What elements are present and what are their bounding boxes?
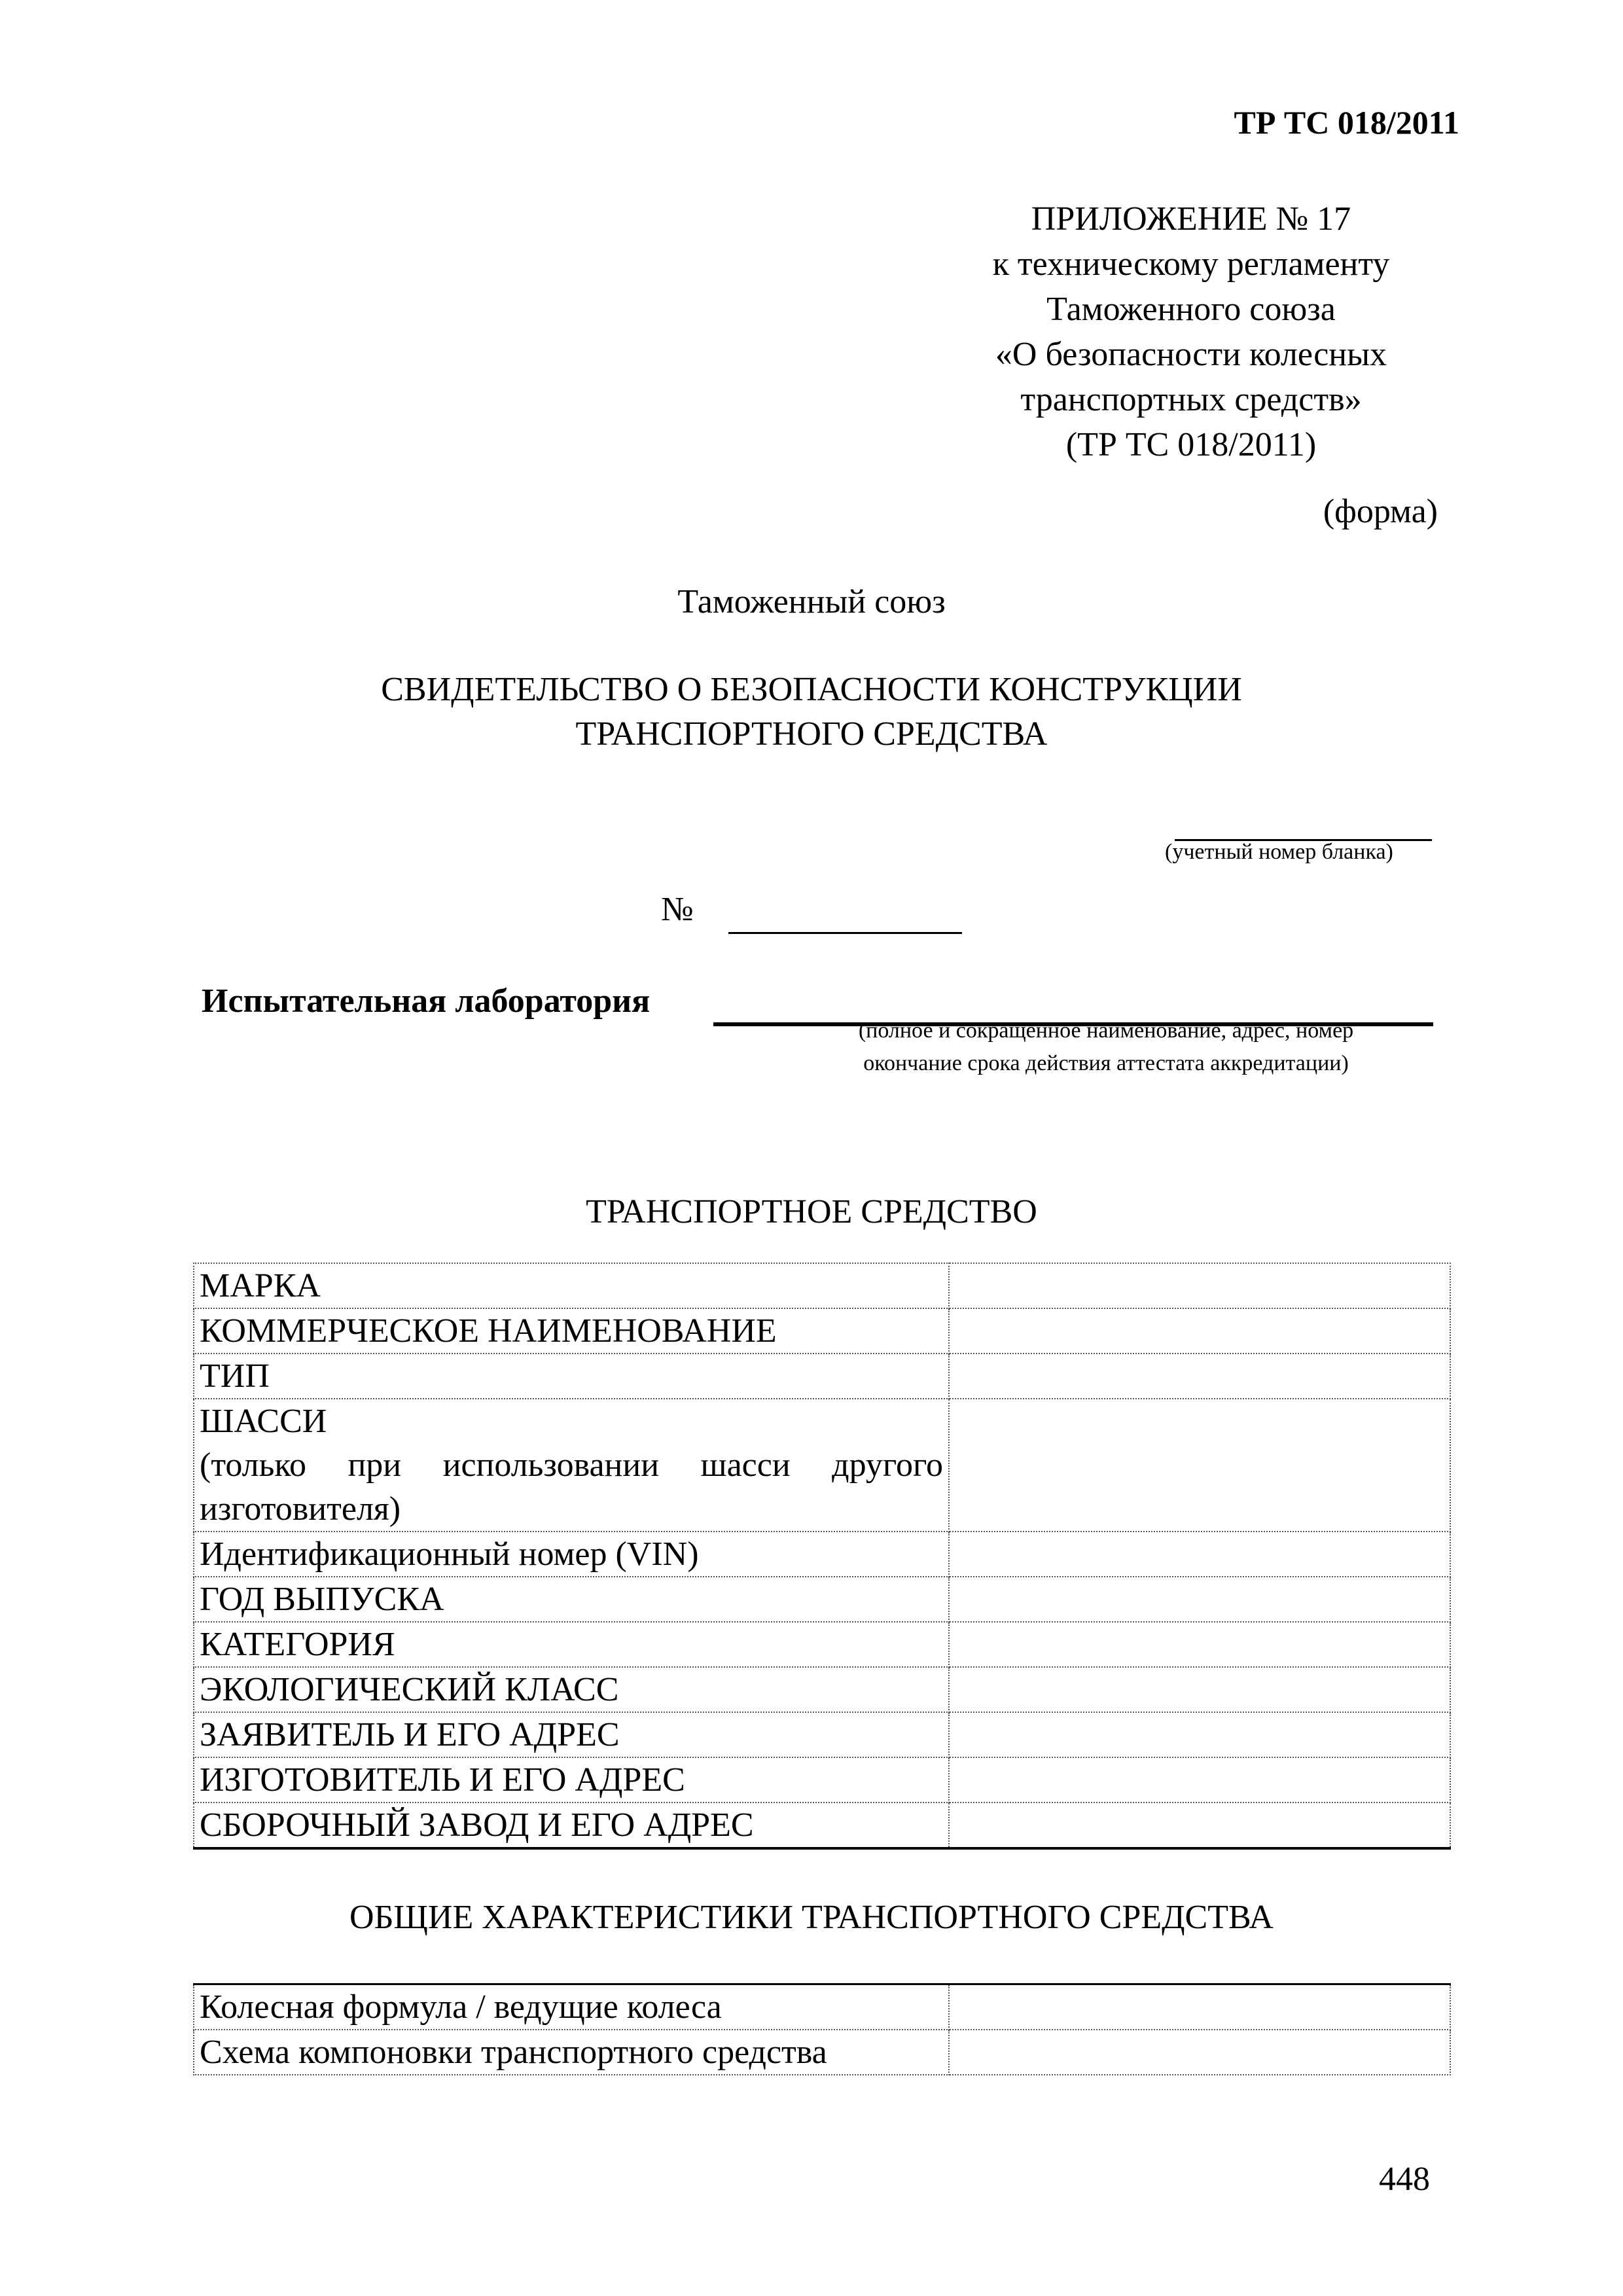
table-value-cell[interactable]	[949, 1757, 1450, 1803]
table-value-cell[interactable]	[949, 1984, 1450, 2030]
vehicle-section-title: ТРАНСПОРТНОЕ СРЕДСТВО	[586, 1193, 1037, 1230]
table-row	[194, 1757, 1450, 1803]
appendix-line: ПРИЛОЖЕНИЕ № 17	[1031, 200, 1351, 238]
table-value-cell[interactable]	[949, 1532, 1450, 1577]
appendix-line: транспортных средств»	[1020, 381, 1362, 418]
table-row	[194, 1532, 1450, 1577]
table-value-cell[interactable]	[949, 1354, 1450, 1399]
table-row	[194, 2030, 1450, 2075]
table-label: ЗАЯВИТЕЛЬ И ЕГО АДРЕС	[194, 1712, 949, 1757]
chassis-cell	[194, 1399, 949, 1532]
table-row	[194, 1577, 1450, 1622]
document-code: ТР ТС 018/2011	[1234, 104, 1459, 141]
table-value-cell[interactable]	[949, 1803, 1450, 1848]
certificate-title-line: СВИДЕТЕЛЬСТВО О БЕЗОПАСНОСТИ КОНСТРУКЦИИ	[381, 671, 1242, 708]
certificate-title	[0, 668, 1623, 757]
appendix-block	[929, 196, 1453, 467]
certificate-number-field[interactable]	[728, 932, 962, 934]
appendix-line: к техническому регламенту	[992, 245, 1390, 283]
certificate-title-line: ТРАНСПОРТНОГО СРЕДСТВА	[575, 715, 1048, 753]
table-row	[194, 1354, 1450, 1399]
table-row	[194, 1803, 1450, 1848]
laboratory-caption	[812, 1014, 1400, 1080]
vehicle-table	[193, 1263, 1451, 1850]
table-label: ИЗГОТОВИТЕЛЬ И ЕГО АДРЕС	[194, 1757, 949, 1803]
table-row	[194, 1399, 1450, 1532]
table-label: ЭКОЛОГИЧЕСКИЙ КЛАСС	[194, 1667, 949, 1712]
table-row	[194, 1667, 1450, 1712]
table-value-cell[interactable]	[949, 1263, 1450, 1308]
table-row	[194, 1984, 1450, 2030]
table-value-cell[interactable]	[949, 2030, 1450, 2075]
form-label: (форма)	[1323, 493, 1438, 530]
table-label: Идентификационный номер (VIN)	[194, 1532, 949, 1577]
appendix-line: (ТР ТС 018/2011)	[1065, 426, 1317, 463]
laboratory-caption-line: (полное и сокращенное наименование, адрес, номер	[858, 1018, 1354, 1043]
table-value-cell[interactable]	[949, 1667, 1450, 1712]
table-row	[194, 1622, 1450, 1667]
table-label: МАРКА	[194, 1263, 949, 1308]
blank-number-caption: (учетный номер бланка)	[1165, 840, 1393, 864]
table-value-cell[interactable]	[949, 1577, 1450, 1622]
table-value-cell[interactable]	[949, 1308, 1450, 1354]
general-characteristics-table	[193, 1983, 1451, 2075]
page-number: 448	[1379, 2161, 1430, 2198]
table-label: СБОРОЧНЫЙ ЗАВОД И ЕГО АДРЕС	[194, 1803, 949, 1848]
table-label: Колесная формула / ведущие колеса	[194, 1984, 949, 2030]
table-value-cell[interactable]	[949, 1622, 1450, 1667]
table-label: ТИП	[194, 1354, 949, 1399]
table-row	[194, 1712, 1450, 1757]
table-row	[194, 1263, 1450, 1308]
table-label: ШАССИ	[200, 1403, 327, 1440]
customs-union-heading: Таможенный союз	[677, 583, 946, 620]
table-label: Схема компоновки транспортного средства	[194, 2030, 949, 2075]
appendix-line: Таможенного союза	[1046, 291, 1336, 328]
table-row	[194, 1308, 1450, 1354]
table-value-cell[interactable]	[949, 1712, 1450, 1757]
table-value-cell[interactable]	[949, 1399, 1450, 1532]
table-label: ГОД ВЫПУСКА	[194, 1577, 949, 1622]
general-section-title: ОБЩИЕ ХАРАКТЕРИСТИКИ ТРАНСПОРТНОГО СРЕДСТВА	[349, 1899, 1274, 1936]
laboratory-caption-line: окончание срока действия аттестата аккредитации)	[863, 1051, 1349, 1075]
certificate-number-sign: №	[661, 891, 694, 928]
appendix-line: «О безопасности колесных	[995, 336, 1387, 373]
table-label-note: (только при использовании шасси другого изготовителя)	[200, 1446, 943, 1528]
table-label: КАТЕГОРИЯ	[194, 1622, 949, 1667]
laboratory-label: Испытательная лаборатория	[202, 982, 651, 1020]
table-label: КОММЕРЧЕСКОЕ НАИМЕНОВАНИЕ	[194, 1308, 949, 1354]
